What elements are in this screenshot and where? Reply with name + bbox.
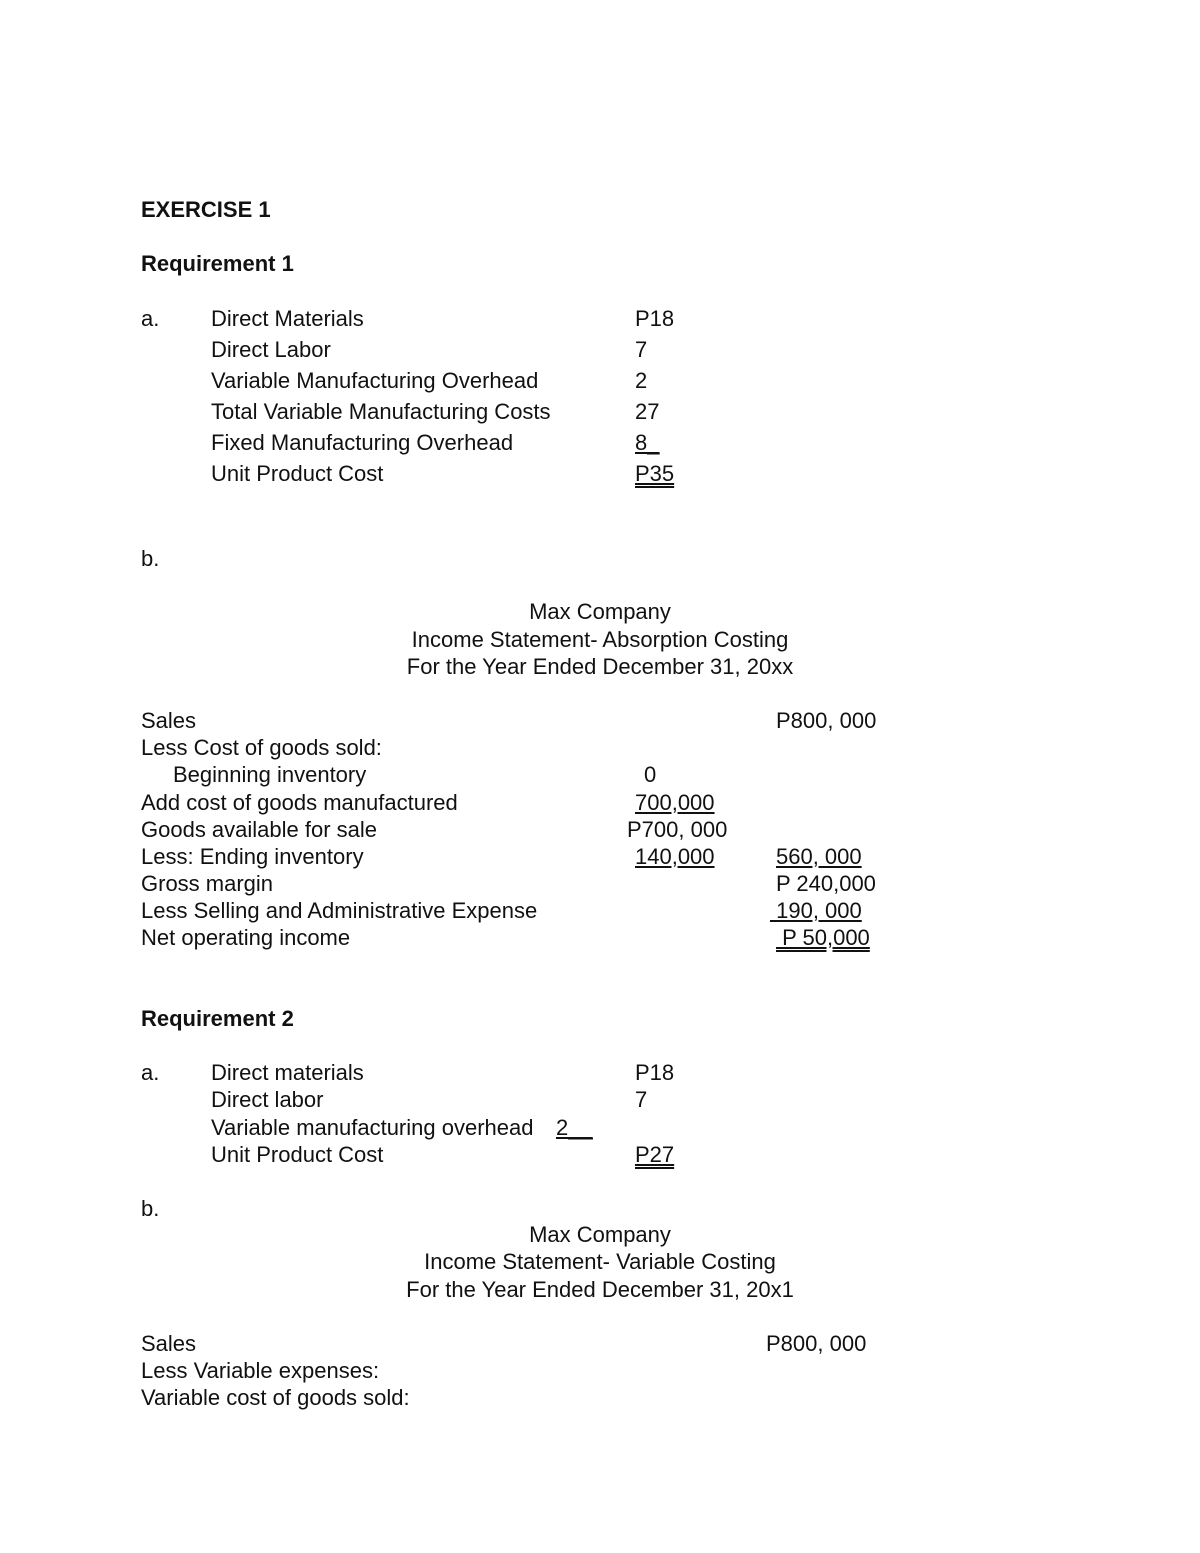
exercise-title: EXERCISE 1 — [141, 197, 271, 222]
req2-a-label-direct-materials: Direct materials — [211, 1060, 364, 1085]
abs-col1-goods-available: P700, 000 — [627, 817, 728, 842]
req1-a-value-variable-overhead: 2 — [635, 368, 648, 393]
abs-label-goods-available: Goods available for sale — [141, 817, 378, 842]
req2-b-marker: b. — [141, 1196, 160, 1221]
req1-a-label-variable-overhead: Variable Manufacturing Overhead — [211, 368, 539, 393]
abs-label-cost-manufactured: Add cost of goods manufactured — [141, 790, 458, 815]
abs-col2-cogs-total: 560, 000 — [776, 844, 862, 869]
abs-label-net-operating-income: Net operating income — [141, 925, 351, 950]
requirement-1-heading: Requirement 1 — [141, 251, 294, 276]
requirement-2-heading: Requirement 2 — [141, 1006, 294, 1031]
abs-col1-ending-inventory: 140,000 — [635, 844, 715, 869]
req1-a-value-direct-materials: P18 — [635, 306, 675, 331]
req2-a-value-direct-materials: P18 — [635, 1060, 675, 1085]
req1-a-value-direct-labor: 7 — [635, 337, 648, 362]
abs-col2-gross-margin: P 240,000 — [776, 871, 876, 896]
abs-col1-beginning-inventory: 0 — [644, 762, 657, 787]
req1-a-label-unit-product-cost: Unit Product Cost — [211, 461, 384, 486]
req2-a-value-unit-product-cost: P27 — [635, 1142, 675, 1167]
abs-col2-selling-admin: 190, 000 — [770, 898, 862, 923]
req1-a-value-fixed-overhead: 8_ — [635, 430, 660, 455]
req2-b-company: Max Company — [529, 1222, 671, 1247]
req2-a-label-unit-product-cost: Unit Product Cost — [211, 1142, 384, 1167]
abs-label-selling-admin: Less Selling and Administrative Expense — [141, 898, 538, 923]
abs-label-ending-inventory: Less: Ending inventory — [141, 844, 364, 869]
req1-a-label-direct-materials: Direct Materials — [211, 306, 364, 331]
req1-a-value-unit-product-cost: P35 — [635, 461, 675, 486]
var-label-sales: Sales — [141, 1331, 197, 1356]
abs-label-less-cogs: Less Cost of goods sold: — [141, 735, 382, 760]
req2-a-marker: a. — [141, 1060, 160, 1085]
req1-b-company: Max Company — [529, 599, 671, 624]
req2-b-statement-title: Income Statement- Variable Costing — [424, 1249, 776, 1274]
req1-a-marker: a. — [141, 306, 160, 331]
abs-label-gross-margin: Gross margin — [141, 871, 274, 896]
abs-col2-sales: P800, 000 — [776, 708, 877, 733]
abs-col1-cost-manufactured: 700,000 — [635, 790, 715, 815]
req1-b-period: For the Year Ended December 31, 20xx — [406, 654, 794, 679]
var-label-variable-cogs: Variable cost of goods sold: — [141, 1385, 410, 1410]
req1-b-marker: b. — [141, 546, 160, 571]
req1-b-statement-title: Income Statement- Absorption Costing — [411, 627, 789, 652]
abs-col2-net-operating-income: P 50,000 — [776, 925, 870, 950]
abs-label-beginning-inventory: Beginning inventory — [173, 762, 367, 787]
req2-a-label-direct-labor: Direct labor — [211, 1087, 324, 1112]
req2-a-value-variable-overhead: 2__ — [556, 1115, 593, 1140]
req2-a-label-variable-overhead: Variable manufacturing overhead — [211, 1115, 534, 1140]
req1-a-label-total-variable: Total Variable Manufacturing Costs — [211, 399, 551, 424]
req2-a-value-direct-labor: 7 — [635, 1087, 648, 1112]
abs-label-sales: Sales — [141, 708, 197, 733]
req2-b-period: For the Year Ended December 31, 20x1 — [406, 1277, 794, 1302]
req1-a-label-direct-labor: Direct Labor — [211, 337, 331, 362]
req1-a-label-fixed-overhead: Fixed Manufacturing Overhead — [211, 430, 514, 455]
req1-a-value-total-variable: 27 — [635, 399, 660, 424]
var-col2-sales: P800, 000 — [766, 1331, 867, 1356]
var-label-less-variable-expenses: Less Variable expenses: — [141, 1358, 380, 1383]
